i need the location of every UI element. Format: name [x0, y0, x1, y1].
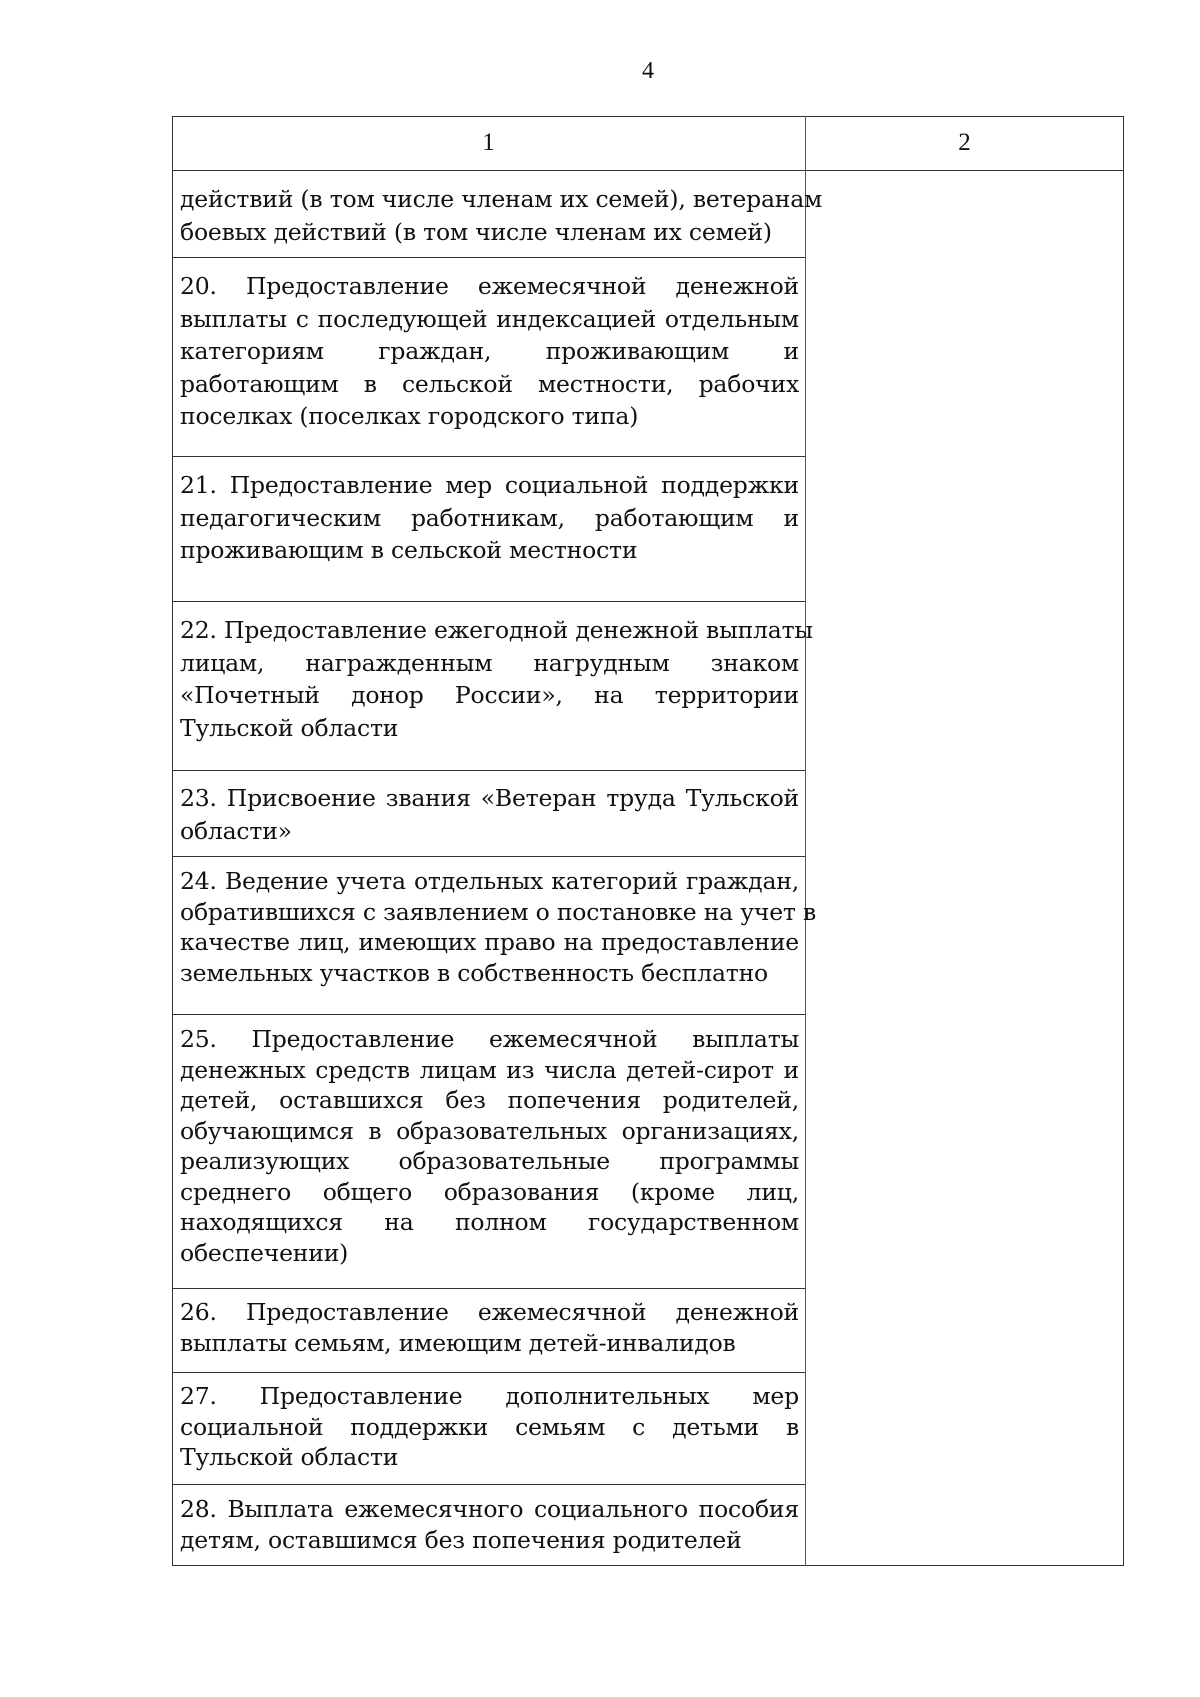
- row-divider: [172, 1014, 805, 1015]
- row-text-line: категориям граждан, проживающим и: [180, 337, 799, 365]
- row-text-line: денежных средств лицам из числа детей-сирот и: [180, 1055, 799, 1084]
- row-divider: [172, 856, 805, 857]
- row-text-line: проживающим в сельской местности: [180, 536, 638, 564]
- table-row: [180, 1297, 799, 1358]
- row-divider: [172, 257, 805, 258]
- row-text-line: реализующих образовательные программы: [180, 1147, 799, 1175]
- row-text-line: работающим в сельской местности, рабочих: [180, 369, 799, 398]
- row-text-line: 20. Предоставление ежемесячной денежной: [180, 272, 799, 300]
- page-number: 4: [642, 58, 654, 84]
- row-divider: [172, 1484, 805, 1485]
- row-text-line: 28. Выплата ежемесячного социального пособия: [180, 1495, 799, 1523]
- row-text-line: земельных участков в собственность бесплатно: [180, 958, 768, 987]
- table-row: [180, 866, 817, 988]
- table-row: [180, 614, 813, 744]
- table-row: [180, 1494, 799, 1555]
- row-text-line: детей, оставшихся без попечения родителей,: [180, 1086, 799, 1114]
- row-text-line: 23. Присвоение звания «Ветеран труда Тульской: [180, 784, 799, 812]
- row-text-line: боевых действий (в том числе членам их семей): [180, 217, 772, 246]
- row-text-line: поселках (поселках городского типа): [180, 402, 639, 430]
- row-text-line: обратившихся с заявлением о постановке на учет в: [180, 897, 817, 926]
- row-divider: [172, 1372, 805, 1373]
- row-text-line: 25. Предоставление ежемесячной выплаты: [180, 1025, 799, 1053]
- row-text-line: лицам, награжденным нагрудным знаком: [180, 648, 799, 677]
- row-text-line: выплаты семьям, имеющим детей-инвалидов: [180, 1328, 736, 1357]
- row-text-line: качестве лиц, имеющих право на предоставление: [180, 928, 799, 956]
- row-text-line: среднего общего образования (кроме лиц,: [180, 1177, 799, 1206]
- row-divider: [172, 601, 805, 602]
- table-row: [180, 1381, 799, 1473]
- row-text-line: 24. Ведение учета отдельных категорий граждан,: [180, 867, 799, 895]
- row-divider: [172, 456, 805, 457]
- table-row: [180, 782, 799, 847]
- row-text-line: 27. Предоставление дополнительных мер: [180, 1382, 799, 1410]
- row-divider: [172, 1288, 805, 1289]
- row-text-line: социальной поддержки семьям с детьми в: [180, 1412, 799, 1441]
- column-header-2: 2: [958, 129, 971, 156]
- row-text-line: обучающимся в образовательных организациях,: [180, 1116, 799, 1145]
- row-text-line: 21. Предоставление мер социальной поддержки: [180, 471, 799, 499]
- row-text-line: Тульской области: [180, 1443, 399, 1471]
- row-text-line: находящихся на полном государственном: [180, 1208, 799, 1236]
- table-row: [180, 270, 799, 433]
- row-text-line: педагогическим работникам, работающим и: [180, 503, 799, 532]
- column-header-1: 1: [482, 129, 495, 156]
- table-row: [180, 469, 799, 567]
- column-divider: [805, 116, 806, 1566]
- row-text-line: Тульской области: [180, 713, 399, 742]
- header-divider: [172, 170, 1124, 171]
- row-divider: [172, 770, 805, 771]
- row-text-line: детям, оставшимся без попечения родителей: [180, 1525, 742, 1554]
- row-text-line: действий (в том числе членам их семей), ветеранам: [180, 185, 823, 213]
- table-row: [180, 1024, 799, 1268]
- row-text-line: «Почетный донор России», на территории: [180, 681, 799, 709]
- row-text-line: области»: [180, 816, 292, 845]
- table-row: [180, 183, 823, 248]
- row-text-line: 26. Предоставление ежемесячной денежной: [180, 1298, 799, 1326]
- row-text-line: выплаты с последующей индексацией отдельным: [180, 304, 799, 333]
- row-text-line: обеспечении): [180, 1238, 349, 1267]
- row-text-line: 22. Предоставление ежегодной денежной выплаты: [180, 616, 813, 644]
